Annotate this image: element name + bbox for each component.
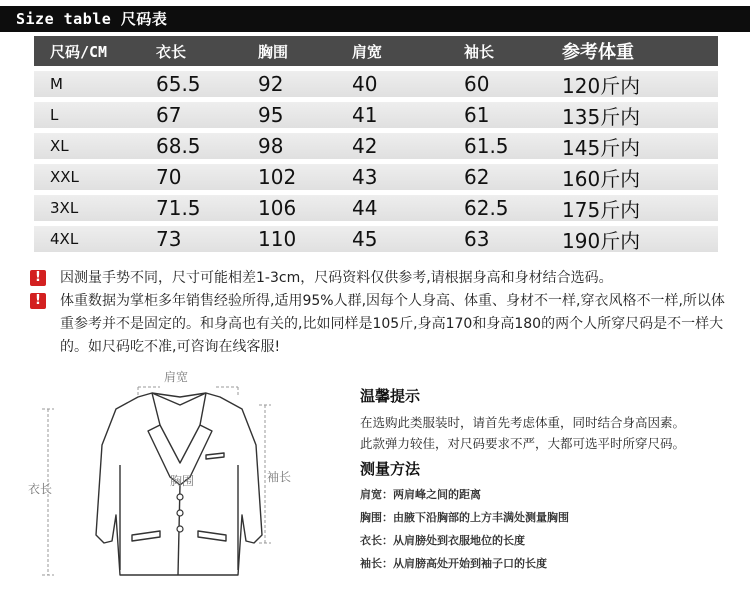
cell-weight: 120斤内 bbox=[562, 73, 641, 98]
cell-length: 73 bbox=[156, 227, 182, 251]
cell-chest: 110 bbox=[258, 227, 297, 251]
cell-sleeve: 63 bbox=[464, 227, 490, 251]
cell-weight: 160斤内 bbox=[562, 166, 641, 191]
length-label: 衣长 bbox=[28, 482, 53, 496]
cell-sleeve: 61.5 bbox=[464, 134, 509, 158]
cell-chest: 95 bbox=[258, 103, 284, 127]
table-header bbox=[34, 36, 718, 66]
cell-length: 67 bbox=[156, 103, 182, 127]
size-table bbox=[34, 36, 718, 252]
measure-item: 衣长：从肩膀处到衣服地位的长度 bbox=[360, 534, 525, 547]
cell-chest: 92 bbox=[258, 72, 284, 96]
note-item bbox=[30, 267, 730, 290]
sleeve-label: 袖长 bbox=[267, 470, 292, 484]
header-weight: 参考体重 bbox=[562, 42, 634, 63]
cell-length: 70 bbox=[156, 165, 182, 189]
measure-item: 袖长：从肩膀高处开始到袖子口的长度 bbox=[360, 557, 547, 570]
cell-sleeve: 60 bbox=[464, 72, 490, 96]
cell-shoulder: 43 bbox=[352, 165, 378, 189]
cell-shoulder: 42 bbox=[352, 134, 378, 158]
cell-size: 3XL bbox=[50, 199, 79, 217]
warning-icon: ! bbox=[30, 270, 46, 286]
tips-line: 在选购此类服装时，请首先考虑体重，同时结合身高因素。 bbox=[360, 415, 686, 430]
measure-section bbox=[360, 458, 740, 575]
cell-weight: 175斤内 bbox=[562, 197, 641, 222]
note-text: 因测量手势不同，尺寸可能相差1-3cm，尺码资料仅供参考,请根据身高和身材结合选码。 bbox=[60, 270, 613, 286]
measure-title: 测量方法 bbox=[360, 460, 421, 478]
tips-section bbox=[360, 385, 740, 454]
measure-item: 胸围：由腋下沿胸部的上方丰满处测量胸围 bbox=[360, 511, 569, 524]
cell-size: XXL bbox=[50, 168, 79, 186]
cell-length: 68.5 bbox=[156, 134, 201, 158]
cell-weight: 190斤内 bbox=[562, 228, 641, 253]
cell-chest: 106 bbox=[258, 196, 297, 220]
table-row bbox=[34, 102, 718, 128]
cell-chest: 102 bbox=[258, 165, 297, 189]
shoulder-label: 肩宽 bbox=[164, 370, 189, 384]
cell-sleeve: 62.5 bbox=[464, 196, 509, 220]
cell-size: L bbox=[50, 106, 59, 124]
cell-length: 71.5 bbox=[156, 196, 201, 220]
table-row bbox=[34, 164, 718, 190]
note-text: 体重数据为掌柜多年销售经验所得,适用95%人群,因每个人身高、体重、身材不一样,穿衣风格不一样,所以体重参考并不是固定的。和身高也有关的,比如同样是105斤,身高170和身高180的两个人所穿尺码是不一样大的。如尺码吃不准,可咨询在线客服! bbox=[60, 293, 725, 355]
header-length: 衣长 bbox=[156, 42, 187, 61]
cell-size: XL bbox=[50, 137, 69, 155]
header-chest: 胸围 bbox=[258, 42, 289, 61]
notes bbox=[30, 267, 730, 359]
cell-sleeve: 61 bbox=[464, 103, 490, 127]
page-title: Size table 尺码表 bbox=[0, 6, 750, 32]
table-row bbox=[34, 71, 718, 97]
cell-length: 65.5 bbox=[156, 72, 201, 96]
note-item bbox=[30, 290, 730, 359]
cell-sleeve: 62 bbox=[464, 165, 490, 189]
tips-line: 此款弹力较佳，对尺码要求不严，大都可选平时所穿尺码。 bbox=[360, 436, 686, 451]
cell-shoulder: 41 bbox=[352, 103, 378, 127]
header-sleeve: 袖长 bbox=[464, 42, 495, 61]
cell-shoulder: 45 bbox=[352, 227, 378, 251]
table-row bbox=[34, 133, 718, 159]
cell-shoulder: 40 bbox=[352, 72, 378, 96]
cell-weight: 135斤内 bbox=[562, 104, 641, 129]
tips-title: 温馨提示 bbox=[360, 387, 421, 405]
jacket-diagram bbox=[20, 365, 320, 585]
cell-shoulder: 44 bbox=[352, 196, 378, 220]
chest-label: 胸围 bbox=[170, 474, 195, 488]
cell-chest: 98 bbox=[258, 134, 284, 158]
measure-item: 肩宽：两肩峰之间的距离 bbox=[360, 488, 481, 501]
table-row bbox=[34, 195, 718, 221]
table-row bbox=[34, 226, 718, 252]
header-shoulder: 肩宽 bbox=[352, 42, 383, 61]
cell-size: 4XL bbox=[50, 230, 79, 248]
header-size: 尺码/CM bbox=[50, 42, 108, 61]
cell-weight: 145斤内 bbox=[562, 135, 641, 160]
warning-icon: ! bbox=[30, 293, 46, 309]
cell-size: M bbox=[50, 75, 63, 93]
